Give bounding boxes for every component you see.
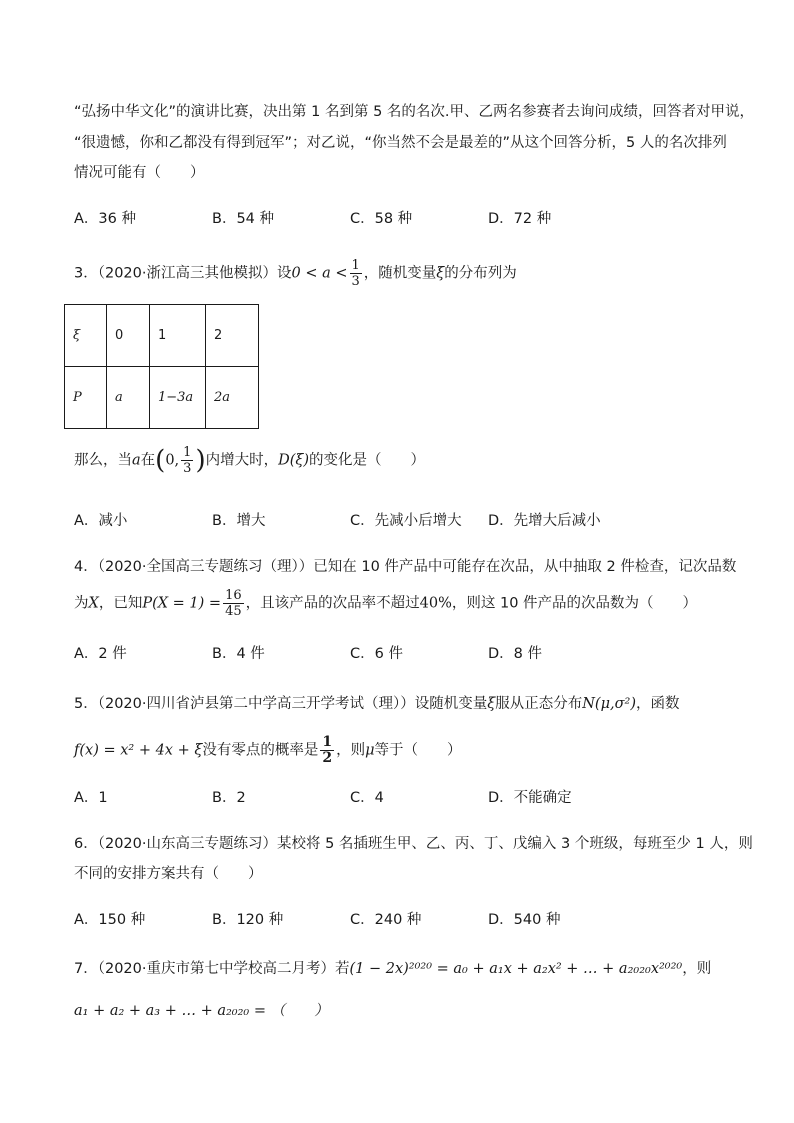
q3-variance: D(ξ) [278,452,310,469]
q3-condition-fraction [350,258,362,289]
table-cell: P [65,367,107,429]
q3-intro: 3．（2020·浙江高三其他模拟）设 [74,265,292,282]
q3-option-d: D．先增大后减小 [488,513,601,529]
q5-line2-part-c: ，则 [336,742,366,759]
q6-options [74,910,634,930]
q5-xi: ξ [487,696,496,712]
q4-line2-part-a: 为 [74,595,89,612]
q4-line2-part-c: ，且该产品的次品率不超过 [245,595,420,612]
q5-probability-fraction [320,735,334,766]
q5-text-line-1 [74,694,679,714]
q4-probability-fraction [223,588,244,619]
q7-line1-part-a: 7．（2020·重庆市第七中学校高二月考）若 [74,961,350,977]
table-cell: a [107,367,150,429]
table-row [65,305,259,367]
q7-sum-expression: a₁ + a₂ + a₃ + … + a₂₀₂₀ = （ ） [74,1003,329,1019]
q4-line2-part-d: ，则这 10 件产品的次品数为（ ） [451,595,698,612]
q3-interval-fraction [181,445,193,476]
q5-normal-distribution: N(μ,σ²) [582,696,636,712]
table-cell: 1 [150,305,206,367]
table-cell: 2 [206,305,259,367]
q3-interval-numerator: 1 [183,445,192,460]
q2-options [74,209,634,229]
q4-text-line-1: 4．（2020·全国高三专题练习（理））已知在 10 件产品中可能存在次品，从中抽取 2 件检查，记次品数 [74,559,737,575]
q2-option-a: A．36 种 [74,211,136,227]
q4-line2-part-b: ，已知 [98,595,143,612]
q7-text-line-1 [74,959,711,979]
q5-probability-denominator: 2 [322,750,333,766]
q5-line1-part-c: ，函数 [635,696,680,712]
q5-probability-numerator: 1 [322,734,333,750]
q5-text-line-2 [74,735,462,766]
q4-probability-denominator: 45 [225,604,242,619]
q6-option-a: A．150 种 [74,912,146,928]
q3-after-condition: ，随机变量 [363,265,437,282]
q4-options [74,644,634,664]
table-cell: 2a [206,367,259,429]
q5-line1-part-b: 服从正态分布 [495,696,583,712]
q3-condition-numerator: 1 [351,258,360,273]
q3-option-c: C．先减小后增大 [350,513,462,529]
q2-text-line-3: 情况可能有（ ） [74,165,205,181]
q6-option-c: C．240 种 [350,912,422,928]
q7-binomial-expansion: (1 − 2x)²⁰²⁰ = a₀ + a₁x + a₂x² + … + a₂₀₂₀x²⁰²⁰ [349,961,683,977]
q4-option-a: A．2 件 [74,646,127,662]
q6-text-line-2: 不同的安排方案共有（ ） [74,866,263,882]
q5-line2-part-d: 等于（ ） [374,742,462,759]
q3-after-xi: 的分布列为 [444,265,517,282]
q3-interval-left: 0, [165,452,180,469]
q3-condition: 0 < a < [291,265,348,282]
q3-text-line-1 [74,258,517,289]
q4-option-b: B．4 件 [212,646,265,662]
q7-line1-part-b: ，则 [682,961,712,977]
q3-text-line-2: 那么，当a在(0, $\frac{1}{3}$ )内增大时，D(ξ)的变化是（ ） [74,445,426,476]
q4-var-x: X [88,595,99,612]
q3-line2-part-b: 在 [140,452,156,469]
q5-line2-part-b: 没有零点的概率是 [202,742,319,759]
q4-text-line-2 [74,588,697,619]
q5-options [74,788,634,808]
q4-probability-expr: P(X = 1) = [142,595,222,612]
q5-option-b: B．2 [212,790,246,806]
q3-var-a: a [132,452,141,469]
q3-option-b: B．增大 [212,513,266,529]
q5-option-c: C．4 [350,790,384,806]
q6-text-line-1: 6．（2020·山东高三专题练习）某校将 5 名插班生甲、乙、丙、丁、戊编入 3 个班级，每班至少 1 人，则 [74,836,753,852]
q7-text-line-2 [74,1001,329,1021]
q3-options [74,511,634,531]
q3-line2-part-a: 那么，当 [74,452,132,469]
q5-mu: μ [365,742,375,759]
table-row [65,367,259,429]
q4-option-c: C．6 件 [350,646,403,662]
q6-option-d: D．540 种 [488,912,561,928]
q2-option-b: B．54 种 [212,211,275,227]
q5-function: f(x) = x² + 4x + ξ [74,742,203,759]
table-cell: 0 [107,305,150,367]
q2-text-line-2: “很遗憾，你和乙都没有得到冠军”；对乙说，“你当然不会是最差的”从这个回答分析，5 人的名次排列 [74,135,727,151]
q3-line2-part-c: 内增大时， [205,452,279,469]
q6-option-b: B．120 种 [212,912,284,928]
q2-text-line-1: “弘扬中华文化”的演讲比赛，决出第 1 名到第 5 名的名次.甲、乙两名参赛者去询问成绩，回答者对甲说， [74,104,755,120]
q3-condition-denominator: 3 [351,274,360,289]
q4-option-d: D．8 件 [488,646,542,662]
q3-line2-part-d: 的变化是（ ） [309,452,426,469]
q2-option-d: D．72 种 [488,211,552,227]
q3-xi: ξ [436,265,445,282]
q4-percent: 40% [419,595,452,612]
q3-distribution-table [64,304,259,429]
q5-line1-part-a: 5．（2020·四川省泸县第二中学高三开学考试（理））设随机变量 [74,696,488,712]
q5-option-d: D．不能确定 [488,790,572,806]
table-cell: ξ [65,305,107,367]
q3-option-a: A．减小 [74,513,128,529]
q3-interval-denominator: 3 [183,461,192,476]
q4-probability-numerator: 16 [225,588,242,603]
q5-option-a: A．1 [74,790,108,806]
q2-option-c: C．58 种 [350,211,413,227]
table-cell: 1−3a [150,367,206,429]
